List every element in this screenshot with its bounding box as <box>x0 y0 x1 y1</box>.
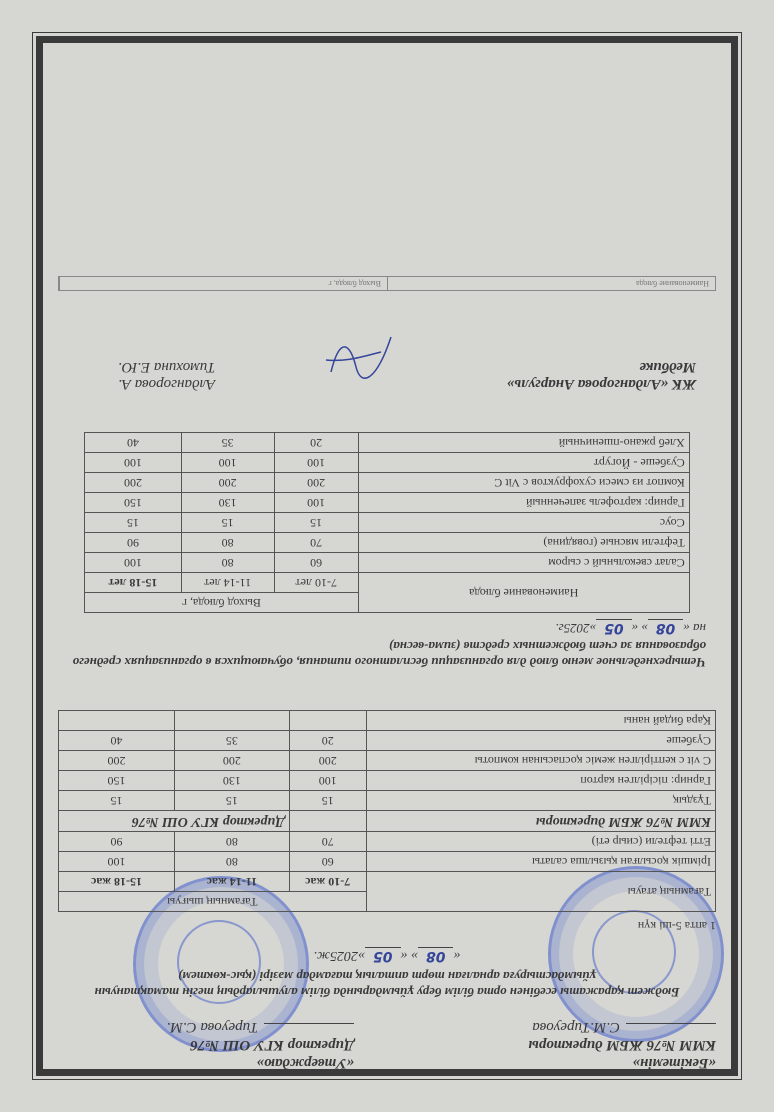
overlap-text-right: Директор КГУ ОШ №76 <box>59 811 290 832</box>
portion-value: 35 <box>181 433 274 453</box>
portion-value: 80 <box>181 553 274 573</box>
signatures-footer <box>58 317 716 392</box>
portion-value: 35 <box>175 731 290 751</box>
approval-ru <box>58 1018 394 1072</box>
portion-value <box>175 711 290 731</box>
table-row <box>85 513 689 533</box>
kz-col-name: Тағамның атауы <box>366 872 715 912</box>
table-row <box>59 852 716 872</box>
portion-value: 80 <box>181 533 274 553</box>
footer-name-2: Тимохина Е.Ю. <box>118 359 216 375</box>
signature-line <box>626 1023 716 1024</box>
table-row <box>85 533 689 553</box>
table-row <box>59 771 716 791</box>
overlap-text-left: КММ №76 ЖБМ директоры <box>366 811 715 832</box>
portion-value: 20 <box>274 433 358 453</box>
portion-value: 20 <box>289 731 366 751</box>
portion-value: 90 <box>59 832 175 852</box>
kz-menu-table <box>58 710 716 912</box>
portion-value: 200 <box>181 473 274 493</box>
dish-name: Сүзбеше <box>366 731 715 751</box>
kz-age: 11-14 жас <box>175 872 290 892</box>
portion-value: 60 <box>289 852 366 872</box>
ghost-col-output: Выход блюда, г <box>59 277 387 290</box>
portion-value: 15 <box>181 513 274 533</box>
dish-name: Қара бидай наны <box>366 711 715 731</box>
table-row <box>85 453 689 473</box>
table-row <box>59 751 716 771</box>
footer-left <box>507 317 716 392</box>
overlap-empty <box>289 811 366 832</box>
week-day-label: 1 апта 5-ші күн <box>637 919 716 933</box>
portion-value: 130 <box>181 493 274 513</box>
kz-menu-title: Бюджет қаражаты есебінен орта білім беру ұйымдарында білім алушылардың тегін тамақтануын ұйымдастыруға арналған төрт апталық тағамдар мәзірі (қыс-көктем) <box>94 969 680 1000</box>
portion-value <box>59 711 175 731</box>
ru-col-name: Наименование блюда <box>358 573 689 613</box>
portion-value: 15 <box>274 513 358 533</box>
date-day: 08 <box>648 619 683 636</box>
date-month: 05 <box>596 619 631 636</box>
table-row <box>85 433 689 453</box>
dish-name: Салат свекольный с сыром <box>358 553 689 573</box>
footer-name-1: Алдангорова А. <box>118 376 216 392</box>
dish-name: Хлеб ржано-пшеничный <box>358 433 689 453</box>
footer-right <box>58 317 215 392</box>
footer-role: Медбике <box>639 359 696 375</box>
ru-col-output: Выход блюда, г <box>85 593 358 613</box>
ghost-col-name: Наименование блюда <box>387 277 715 290</box>
portion-value: 100 <box>181 453 274 473</box>
portion-value: 150 <box>85 493 181 513</box>
dish-name: С vit с кептірілген жеміс қоспасынан компоты <box>366 751 715 771</box>
table-row <box>85 493 689 513</box>
portion-value: 100 <box>274 493 358 513</box>
kz-age: 15-18 жас <box>59 872 175 892</box>
signature-scribble <box>321 322 401 392</box>
ru-date <box>68 619 706 636</box>
dish-name: Тефтели мясные (говядина) <box>358 533 689 553</box>
kz-age: 7-10 жас <box>289 872 366 892</box>
ru-title-text: Четырехнедельное меню блюд для организации бесплатного питания, обучающихся в организациях среднего образования за счет бюджетных средств (зима-весна) <box>72 639 706 670</box>
date-prefix: « <box>453 948 461 963</box>
table-row <box>59 711 716 731</box>
approval-ru-name: Тиреуова С.М. <box>166 1019 259 1035</box>
portion-value: 15 <box>289 791 366 811</box>
portion-value: 100 <box>289 771 366 791</box>
portion-value: 40 <box>59 731 175 751</box>
approval-kz <box>420 1018 716 1072</box>
portion-value <box>289 711 366 731</box>
dish-name: Гарнир: пісірілген картоп <box>366 771 715 791</box>
dish-name: Тұздық <box>366 791 715 811</box>
portion-value: 150 <box>59 771 175 791</box>
portion-value: 200 <box>59 751 175 771</box>
dish-name: Сузбеше - Йогурт <box>358 453 689 473</box>
portion-value: 70 <box>289 832 366 852</box>
ghost-table-header <box>58 276 716 291</box>
portion-value: 80 <box>175 852 290 872</box>
table-row <box>59 731 716 751</box>
ru-menu-title <box>58 619 716 670</box>
portion-value: 80 <box>175 832 290 852</box>
ru-age: 15-18 лет <box>85 573 181 593</box>
portion-value: 100 <box>85 553 181 573</box>
dish-name: Соус <box>358 513 689 533</box>
ru-age: 7-10 лет <box>274 573 358 593</box>
dish-name: Гарнир: картофель запеченный <box>358 493 689 513</box>
overlapping-header-row <box>59 811 716 832</box>
table-row <box>85 553 689 573</box>
date-day: 08 <box>418 947 453 964</box>
portion-value: 15 <box>59 791 175 811</box>
dish-name: Ірімшік қосылған қызылша салаты <box>366 852 715 872</box>
portion-value: 100 <box>274 453 358 473</box>
portion-value: 40 <box>85 433 181 453</box>
ru-menu-table <box>84 432 689 613</box>
approval-kz-title: «Бекітемін» <box>632 1055 716 1071</box>
table-row <box>85 473 689 493</box>
portion-value: 200 <box>175 751 290 771</box>
portion-value: 200 <box>274 473 358 493</box>
table-row <box>59 832 716 852</box>
portion-value: 200 <box>85 473 181 493</box>
approval-header <box>58 1018 716 1072</box>
approval-ru-title: «Утверждаю» <box>256 1055 355 1071</box>
portion-value: 130 <box>175 771 290 791</box>
handwritten-signature <box>321 317 401 392</box>
date-suffix: »2025г. <box>555 621 597 636</box>
kz-col-output: Тағамның шығуы <box>59 892 367 912</box>
date-prefix: на « <box>683 621 706 636</box>
content <box>58 276 716 1072</box>
portion-value: 90 <box>85 533 181 553</box>
ru-age: 11-14 лет <box>181 573 274 593</box>
portion-value: 15 <box>175 791 290 811</box>
portion-value: 100 <box>85 453 181 473</box>
portion-value: 100 <box>59 852 175 872</box>
dish-name: Компот из смеси сухофруктов с Vit C <box>358 473 689 493</box>
portion-value: 15 <box>85 513 181 533</box>
portion-value: 200 <box>289 751 366 771</box>
approval-ru-org: Директор КГУ ОШ №76 <box>190 1037 355 1053</box>
footer-org: ЖК «Алдангорова Анаргуль» <box>506 376 696 392</box>
table-row <box>59 791 716 811</box>
dish-name: Етті тефтели (сиыр еті) <box>366 832 715 852</box>
kz-date <box>58 947 716 964</box>
approval-kz-name: С.М.Тиреуова <box>532 1019 620 1035</box>
portion-value: 60 <box>274 553 358 573</box>
date-sep: » « <box>400 948 419 963</box>
date-suffix: »2025ж. <box>313 948 366 963</box>
approval-kz-org: КММ №76 ЖБМ директоры <box>528 1037 716 1053</box>
date-sep: » « <box>631 621 648 636</box>
portion-value: 70 <box>274 533 358 553</box>
signature-line <box>264 1023 354 1024</box>
date-month: 05 <box>365 947 400 964</box>
